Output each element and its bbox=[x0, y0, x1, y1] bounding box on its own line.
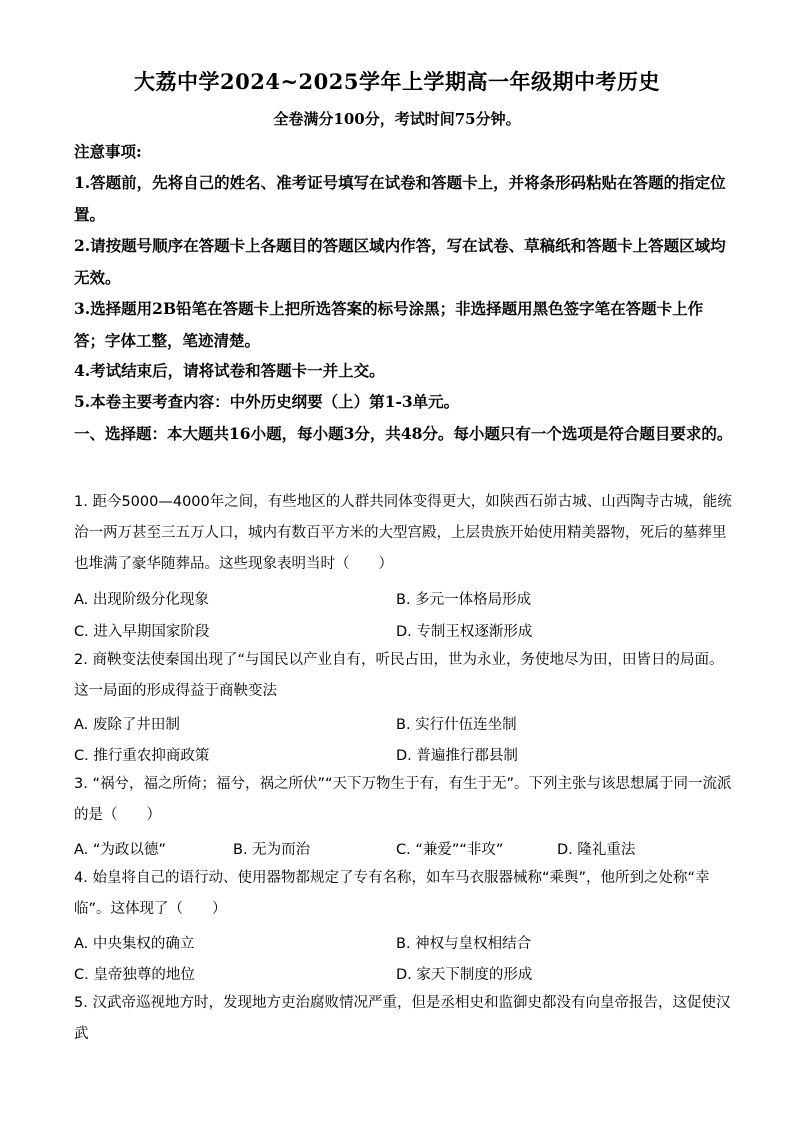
question-3-option-d[interactable]: D. 隆礼重法 bbox=[557, 842, 636, 858]
question-3-stem: 3. “祸兮，福之所倚；福兮，祸之所伏”“天下万物生于有，有生于无”。下列主张与该思想属于同一流派的是（ ） bbox=[74, 776, 732, 823]
question-2-option-a[interactable]: A. 废除了井田制 bbox=[74, 717, 180, 733]
question-4-option-b[interactable]: B. 神权与皇权相结合 bbox=[396, 936, 532, 952]
notice-item-3: 3.选择题用2B铅笔在答题卡上把所选答案的标号涂黑；非选择题用黑色签字笔在答题卡上作答；字体工整，笔迹清楚。 bbox=[74, 299, 704, 350]
exam-title: 大荔中学2024~2025学年上学期高一年级期中考历史 bbox=[134, 69, 660, 94]
notice-item-2: 2.请按题号顺序在答题卡上各题目的答题区域内作答，写在试卷、草稿纸和答题卡上答题区域均无效。 bbox=[74, 236, 726, 287]
notice-item-4: 4.考试结束后，请将试卷和答题卡一并上交。 bbox=[74, 361, 385, 380]
question-4-option-a[interactable]: A. 中央集权的确立 bbox=[74, 936, 195, 952]
question-1-option-c[interactable]: C. 进入早期国家阶段 bbox=[74, 624, 210, 640]
question-3-option-b[interactable]: B. 无为而治 bbox=[233, 842, 311, 858]
question-2-option-d[interactable]: D. 普遍推行郡县制 bbox=[396, 748, 518, 764]
question-2-option-c[interactable]: C. 推行重农抑商政策 bbox=[74, 748, 210, 764]
section-heading: 一、选择题：本大题共16小题，每小题3分，共48分。每小题只有一个选项是符合题目要求的。 bbox=[74, 424, 733, 443]
question-5-stem: 5. 汉武帝巡视地方时，发现地方吏治腐败情况严重，但是丞相史和监御史都没有向皇帝报告，这促使汉武 bbox=[74, 995, 731, 1042]
question-4-option-c[interactable]: C. 皇帝独尊的地位 bbox=[74, 967, 195, 983]
question-1-stem: 1. 距今5000—4000年之间，有些地区的人群共同体变得更大，如陕西石峁古城、山西陶寺古城，能统治一两万甚至三五万人口，城内有数百平方米的大型宫殿，上层贵族开始使用精美器物，死后的墓葬里也堆满了豪华随葬品。这些现象表明当时（ ） bbox=[74, 494, 732, 572]
notice-item-5: 5.本卷主要考查内容：中外历史纲要（上）第1-3单元。 bbox=[74, 392, 460, 411]
question-3-option-c[interactable]: C. “兼爱”“非攻” bbox=[396, 842, 504, 858]
question-2-option-b[interactable]: B. 实行什伍连坐制 bbox=[396, 717, 517, 733]
notice-heading: 注意事项: bbox=[74, 142, 142, 161]
question-4-option-d[interactable]: D. 家天下制度的形成 bbox=[396, 967, 533, 983]
question-1-option-b[interactable]: B. 多元一体格局形成 bbox=[396, 592, 532, 608]
question-2-stem: 2. 商鞅变法使秦国出现了“与国民以产业自有，听民占田，世为永业，务使地尽为田，田皆日的局面。这一局面的形成得益于商鞅变法 bbox=[74, 652, 724, 699]
question-4-stem: 4. 始皇将自己的语行动、使用器物都规定了专有名称，如车马衣服器械称“乘舆”，他所到之处称“幸临”。这体现了（ ） bbox=[74, 870, 710, 917]
exam-subtitle: 全卷满分100分，考试时间75分钟。 bbox=[273, 110, 521, 128]
question-1-option-d[interactable]: D. 专制王权逐渐形成 bbox=[396, 624, 533, 640]
notice-item-1: 1.答题前，先将自己的姓名、准考证号填写在试卷和答题卡上，并将条形码粘贴在答题的指定位置。 bbox=[74, 173, 726, 224]
question-3-option-a[interactable]: A. “为政以德” bbox=[74, 842, 166, 858]
question-1-option-a[interactable]: A. 出现阶级分化现象 bbox=[74, 592, 209, 608]
